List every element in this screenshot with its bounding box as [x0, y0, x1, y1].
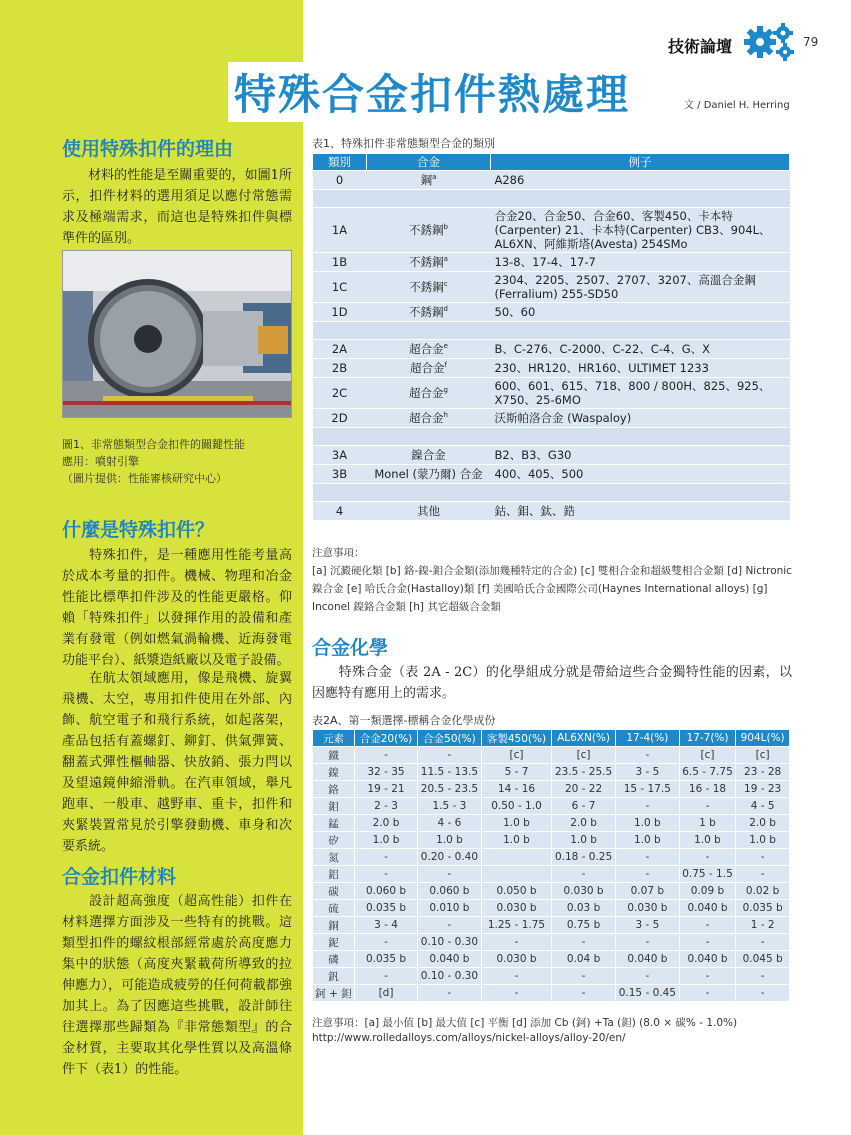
element-cell: 碳 [313, 883, 355, 900]
composition-cell: 0.030 b [552, 883, 616, 900]
composition-cell: - [355, 934, 418, 951]
alloy-cell [367, 303, 491, 322]
gears-icon [743, 22, 799, 62]
composition-cell: - [736, 985, 790, 1002]
table-row [313, 934, 790, 951]
composition-cell: 1.25 - 1.75 [481, 917, 551, 934]
composition-cell: 19 - 21 [355, 781, 418, 798]
author-line: 文 / Daniel H. Herring [684, 100, 790, 111]
composition-cell: - [615, 968, 679, 985]
composition-cell: - [481, 968, 551, 985]
composition-cell: 6 - 7 [552, 798, 616, 815]
composition-cell: 32 - 35 [355, 764, 418, 781]
composition-cell: - [679, 849, 735, 866]
composition-cell: 0.040 b [418, 951, 482, 968]
element-cell: 鉬 [313, 798, 355, 815]
composition-cell: 0.02 b [736, 883, 790, 900]
table1-separator-row [313, 190, 790, 208]
composition-cell: - [736, 866, 790, 883]
element-cell: 矽 [313, 832, 355, 849]
table1-notes-label: 注意事項： [312, 547, 365, 559]
composition-cell: - [552, 866, 616, 883]
alloy-cell [367, 378, 491, 409]
composition-cell: 0.045 b [736, 951, 790, 968]
alloy-name: 不銹鋼 [409, 280, 444, 294]
section-label: 技術論壇 [668, 37, 733, 56]
composition-cell: 1.0 b [615, 832, 679, 849]
table-row [313, 798, 790, 815]
example-cell: B2、B3、G30 [491, 446, 790, 465]
alloy-name: 超合金 [410, 361, 445, 375]
composition-cell [481, 849, 551, 866]
composition-cell: 3 - 4 [355, 917, 418, 934]
composition-cell: 4 - 5 [736, 798, 790, 815]
composition-cell: 0.75 - 1.5 [679, 866, 735, 883]
table2-caption: 表2A、第一類選擇-標稱合金化學成份 [312, 714, 496, 727]
table1-header: 合金 [367, 154, 491, 171]
section-heading-special-fasteners: 什麼是特殊扣件？ [62, 519, 215, 541]
composition-cell: [d] [355, 985, 418, 1002]
composition-cell: 0.20 - 0.40 [418, 849, 482, 866]
composition-cell: 0.15 - 0.45 [615, 985, 679, 1002]
section-heading-alloy-chemistry: 合金化學 [312, 637, 389, 659]
composition-cell: 0.060 b [355, 883, 418, 900]
composition-cell: - [418, 747, 482, 764]
composition-cell: 0.030 b [615, 900, 679, 917]
element-cell: 磷 [313, 951, 355, 968]
table-row [313, 917, 790, 934]
composition-cell: 15 - 17.5 [615, 781, 679, 798]
composition-cell: - [481, 985, 551, 1002]
composition-cell: - [615, 798, 679, 815]
example-cell: 鈷、鉬、鈦、鋯 [491, 502, 790, 521]
table-row [313, 359, 790, 378]
composition-cell: 0.040 b [679, 951, 735, 968]
alloy-name: 超合金 [409, 386, 444, 400]
composition-cell: 2.0 b [355, 815, 418, 832]
alloy-cell [367, 359, 491, 378]
example-cell: 600、601、615、718、800 / 800H、825、925、X750、25-6MO [491, 378, 790, 409]
composition-cell: - [552, 934, 616, 951]
composition-cell: 0.010 b [418, 900, 482, 917]
paragraph-special-fasteners-2: 在航太領域應用，像是飛機、旋翼飛機、太空，專用扣件使用在外部、內飾、航空電子和飛行系統，如起落架，產品包括有蓋螺釘、鉚釘、供氣彈簧、翻蓋式彈性樞軸器、快放銷、張力閂以及望遠鏡伸縮滑軌。在汽車領域，舉凡跑車、一般車、越野車、重卡，扣件和夾緊裝置常見於引擎發動機、車身和次要系統。 [62, 671, 292, 854]
alloy-cell [367, 253, 491, 272]
alloy-cell [367, 171, 491, 190]
alloy-cell [367, 208, 491, 253]
table-row [313, 340, 790, 359]
article-title: 特殊合金扣件熱處理 [228, 62, 636, 122]
example-cell: B、C-276、C-2000、C-22、C-4、G、X [491, 340, 790, 359]
category-cell: 2A [313, 340, 367, 359]
composition-cell: 0.10 - 0.30 [418, 968, 482, 985]
composition-cell: 0.050 b [481, 883, 551, 900]
footnote-marker: c [443, 280, 448, 289]
composition-cell: - [679, 968, 735, 985]
alloy-name: 不銹鋼 [409, 223, 444, 237]
composition-cell: 0.040 b [679, 900, 735, 917]
composition-cell: 23 - 28 [736, 764, 790, 781]
table-row [313, 272, 790, 303]
category-cell: 2B [313, 359, 367, 378]
composition-cell: - [615, 934, 679, 951]
alloy-cell [367, 465, 491, 484]
composition-cell: 0.035 b [736, 900, 790, 917]
composition-cell: 1.0 b [736, 832, 790, 849]
composition-cell: 3 - 5 [615, 764, 679, 781]
footnote-marker: b [443, 223, 448, 232]
composition-cell: 0.07 b [615, 883, 679, 900]
paragraph-alloy-chemistry: 特殊合金（表 2A - 2C）的化學組成分就是帶給這些合金獨特性能的因素，以因應特有應用上的需求。 [312, 665, 792, 701]
table-row [313, 747, 790, 764]
composition-cell: [c] [736, 747, 790, 764]
composition-cell: 11.5 - 13.5 [418, 764, 482, 781]
composition-cell: - [552, 985, 616, 1002]
composition-cell: 2.0 b [736, 815, 790, 832]
table2-header: 17-4(%) [615, 730, 679, 747]
alloy-name: 不銹鋼 [409, 305, 444, 319]
composition-cell: 0.50 - 1.0 [481, 798, 551, 815]
composition-cell: - [355, 849, 418, 866]
composition-cell: - [355, 747, 418, 764]
table-row [313, 951, 790, 968]
table-row [313, 832, 790, 849]
table-row [313, 465, 790, 484]
alloy-cell [367, 446, 491, 465]
composition-cell: 0.060 b [418, 883, 482, 900]
element-cell: 鎳 [313, 764, 355, 781]
table-row [313, 900, 790, 917]
table-row [313, 502, 790, 521]
composition-cell: - [552, 968, 616, 985]
section-heading-fastener-materials: 合金扣件材料 [62, 866, 177, 888]
paragraph-special-fasteners-1: 特殊扣件，是一種應用性能考量高於成本考量的扣件。機械、物理和冶金性能比標準扣件涉及的性能更嚴格。仰賴「特殊扣件」以發揮作用的設備和產業有發電（例如燃氣渦輪機、近海發電功能平台）、紙漿造紙廠以及電子設備。 [62, 548, 292, 668]
page-number: 79 [803, 35, 819, 49]
category-cell: 2C [313, 378, 367, 409]
composition-cell: 0.035 b [355, 951, 418, 968]
composition-cell: 2.0 b [552, 815, 616, 832]
composition-cell: - [481, 934, 551, 951]
alloy-cell [367, 502, 491, 521]
paragraph-reasons: 材料的性能是至關重要的，如圖1所示，扣件材料的選用須足以應付常態需求及極端需求，而這也是特殊扣件與標準件的區別。 [62, 168, 292, 246]
category-cell: 4 [313, 502, 367, 521]
table-row [313, 208, 790, 253]
category-cell: 3A [313, 446, 367, 465]
composition-cell: 4 - 6 [418, 815, 482, 832]
alloy-cell [367, 272, 491, 303]
composition-cell: [c] [481, 747, 551, 764]
composition-cell: - [615, 866, 679, 883]
source-url: http://www.rolledalloys.com/alloys/nickel-alloys/alloy-20/en/ [312, 1032, 626, 1044]
composition-cell: 20 - 22 [552, 781, 616, 798]
table-row [313, 985, 790, 1002]
jet-engine-illustration [63, 251, 292, 418]
table1-header: 例子 [491, 154, 790, 171]
composition-cell: 0.030 b [481, 951, 551, 968]
composition-cell: - [615, 849, 679, 866]
example-cell: 2304、2205、2507、2707、3207、高溫合金鋼(Ferralium) 255-SD50 [491, 272, 790, 303]
table2-header: 合金20(%) [355, 730, 418, 747]
example-cell: 沃斯帕洛合金 (Waspaloy) [491, 409, 790, 428]
composition-cell: 0.10 - 0.30 [418, 934, 482, 951]
element-cell: 錳 [313, 815, 355, 832]
composition-cell: 0.040 b [615, 951, 679, 968]
table-row [313, 409, 790, 428]
footnote-marker: h [443, 411, 448, 420]
figure-caption-line2: 應用：噴射引擎 [62, 455, 139, 468]
table-row [313, 303, 790, 322]
table2-header: 合金50(%) [418, 730, 482, 747]
composition-cell: 1 - 2 [736, 917, 790, 934]
table1-separator-row [313, 428, 790, 446]
footnote-marker: a [432, 173, 437, 182]
table-row [313, 866, 790, 883]
category-cell: 1B [313, 253, 367, 272]
table-row [313, 968, 790, 985]
table-row [313, 883, 790, 900]
jet-engine-photo [62, 250, 292, 418]
table1-notes [312, 544, 792, 616]
table-row [313, 764, 790, 781]
table-row [313, 781, 790, 798]
element-cell: 鈮 [313, 934, 355, 951]
alloy-name: 超合金 [409, 411, 444, 425]
composition-cell: 6.5 - 7.75 [679, 764, 735, 781]
composition-cell: - [736, 968, 790, 985]
composition-cell: 0.09 b [679, 883, 735, 900]
section-heading-reasons: 使用特殊扣件的理由 [62, 138, 234, 160]
composition-cell: - [615, 747, 679, 764]
composition-cell: 1.5 - 3 [418, 798, 482, 815]
footnote-marker: d [443, 305, 448, 314]
table-row [313, 815, 790, 832]
paragraph-fastener-materials: 設計超高強度（超高性能）扣件在材料選擇方面涉及一些特有的挑戰。這類型扣件的螺紋根部經常處於高度應力集中的狀態（高度夾緊載荷所導致的拉伸應力），可能造成疲勞的任何荷載都強加其上。為了因應這些挑戰，設計師往往選擇那些歸類為『非常態類型』的合金材質，主要取其化學性質以及高溫條件下（表1）的性能。 [62, 894, 292, 1077]
composition-cell: [c] [552, 747, 616, 764]
composition-cell: 0.75 b [552, 917, 616, 934]
alloy-name: 鋼 [420, 173, 433, 187]
table2-header: 17-7(%) [679, 730, 735, 747]
composition-cell: - [679, 917, 735, 934]
example-cell: 13-8、17-4、17-7 [491, 253, 790, 272]
composition-cell: - [418, 985, 482, 1002]
table2-header: 客製450(%) [481, 730, 551, 747]
category-cell: 0 [313, 171, 367, 190]
composition-cell: - [679, 985, 735, 1002]
element-cell: 硫 [313, 900, 355, 917]
alloy-name: 其他 [417, 504, 440, 518]
example-cell: 合金20、合金50、合金60、客製450、卡本特(Carpenter) 21、卡本特(Carpenter) CB3、904L、AL6XN、阿維斯塔(Avesta) 254SMo [491, 208, 790, 253]
alloy-name: 超合金 [409, 342, 444, 356]
composition-cell: 0.030 b [481, 900, 551, 917]
footnote-marker: g [443, 386, 448, 395]
table2-notes: 注意事項：[a] 最小值 [b] 最大值 [c] 平衡 [d] 添加 Cb (鈳) +Ta (鉭) (8.0 × 碳% - 1.0%) [312, 1017, 738, 1029]
element-cell: 鉻 [313, 781, 355, 798]
chemical-composition-table [312, 729, 790, 1002]
table1-notes-text: [a] 沉澱硬化類 [b] 鉻-鎳-鉬合金類(添加幾種特定的合金) [c] 雙相合金和超級雙相合金類 [d] Nictronic鎳合金 [e] 哈氏合金(Hastalloy)類 [f] 美國哈氏合金國際公司(Haynes International alloys) [g] Inconel 鎳鉻合金類 [h] 其它超級合金類 [312, 565, 792, 613]
composition-cell: 2 - 3 [355, 798, 418, 815]
table-row [313, 253, 790, 272]
alloy-name: 不銹鋼 [409, 255, 444, 269]
composition-cell: - [355, 866, 418, 883]
footnote-marker: a [443, 255, 448, 264]
example-cell: A286 [491, 171, 790, 190]
table-row [313, 446, 790, 465]
composition-cell: 1.0 b [418, 832, 482, 849]
composition-cell [481, 866, 551, 883]
example-cell: 230、HR120、HR160、ULTIMET 1233 [491, 359, 790, 378]
example-cell: 400、405、500 [491, 465, 790, 484]
composition-cell: 5 - 7 [481, 764, 551, 781]
table-row [313, 171, 790, 190]
composition-cell: 1.0 b [481, 815, 551, 832]
composition-cell: 0.035 b [355, 900, 418, 917]
composition-cell: 1.0 b [481, 832, 551, 849]
element-cell: 鈳 + 鉭 [313, 985, 355, 1002]
alloy-cell [367, 409, 491, 428]
composition-cell: - [679, 798, 735, 815]
composition-cell: 19 - 23 [736, 781, 790, 798]
composition-cell: - [355, 968, 418, 985]
category-cell: 1D [313, 303, 367, 322]
composition-cell: 1.0 b [552, 832, 616, 849]
element-cell: 鋁 [313, 866, 355, 883]
example-cell: 50、60 [491, 303, 790, 322]
table-row [313, 849, 790, 866]
footnote-marker: f [444, 361, 447, 370]
category-cell: 1A [313, 208, 367, 253]
table1-separator-row [313, 322, 790, 340]
category-cell: 1C [313, 272, 367, 303]
element-cell: 氮 [313, 849, 355, 866]
composition-cell: 1.0 b [615, 815, 679, 832]
table1-separator-row [313, 484, 790, 502]
composition-cell: 1.0 b [355, 832, 418, 849]
composition-cell: - [736, 934, 790, 951]
element-cell: 釩 [313, 968, 355, 985]
table1-caption: 表1、特殊扣件非常態類型合金的類別 [312, 137, 495, 150]
element-cell: 銅 [313, 917, 355, 934]
composition-cell: 1 b [679, 815, 735, 832]
figure-caption [62, 436, 292, 487]
table1-header: 類別 [313, 154, 367, 171]
category-cell: 2D [313, 409, 367, 428]
composition-cell: 23.5 - 25.5 [552, 764, 616, 781]
composition-cell: 16 - 18 [679, 781, 735, 798]
composition-cell: - [736, 849, 790, 866]
composition-cell: [c] [679, 747, 735, 764]
figure-caption-line3: （圖片提供：性能審核研究中心） [62, 472, 227, 485]
alloy-category-table [312, 153, 790, 521]
alloy-name: 鎳合金 [411, 448, 446, 462]
composition-cell: 1.0 b [679, 832, 735, 849]
table2-header: 904L(%) [736, 730, 790, 747]
footnote-marker: e [443, 342, 448, 351]
table2-header: AL6XN(%) [552, 730, 616, 747]
composition-cell: - [679, 934, 735, 951]
composition-cell: 3 - 5 [615, 917, 679, 934]
composition-cell: 14 - 16 [481, 781, 551, 798]
composition-cell: - [418, 866, 482, 883]
alloy-cell [367, 340, 491, 359]
table2-header: 元素 [313, 730, 355, 747]
composition-cell: - [418, 917, 482, 934]
alloy-name: Monel (蒙乃爾) 合金 [374, 467, 483, 481]
composition-cell: 0.18 - 0.25 [552, 849, 616, 866]
composition-cell: 0.04 b [552, 951, 616, 968]
figure-caption-line1: 圖1、非常態類型合金扣件的關鍵性能 [62, 438, 245, 451]
category-cell: 3B [313, 465, 367, 484]
composition-cell: 0.03 b [552, 900, 616, 917]
table-row [313, 378, 790, 409]
composition-cell: 20.5 - 23.5 [418, 781, 482, 798]
element-cell: 鐵 [313, 747, 355, 764]
